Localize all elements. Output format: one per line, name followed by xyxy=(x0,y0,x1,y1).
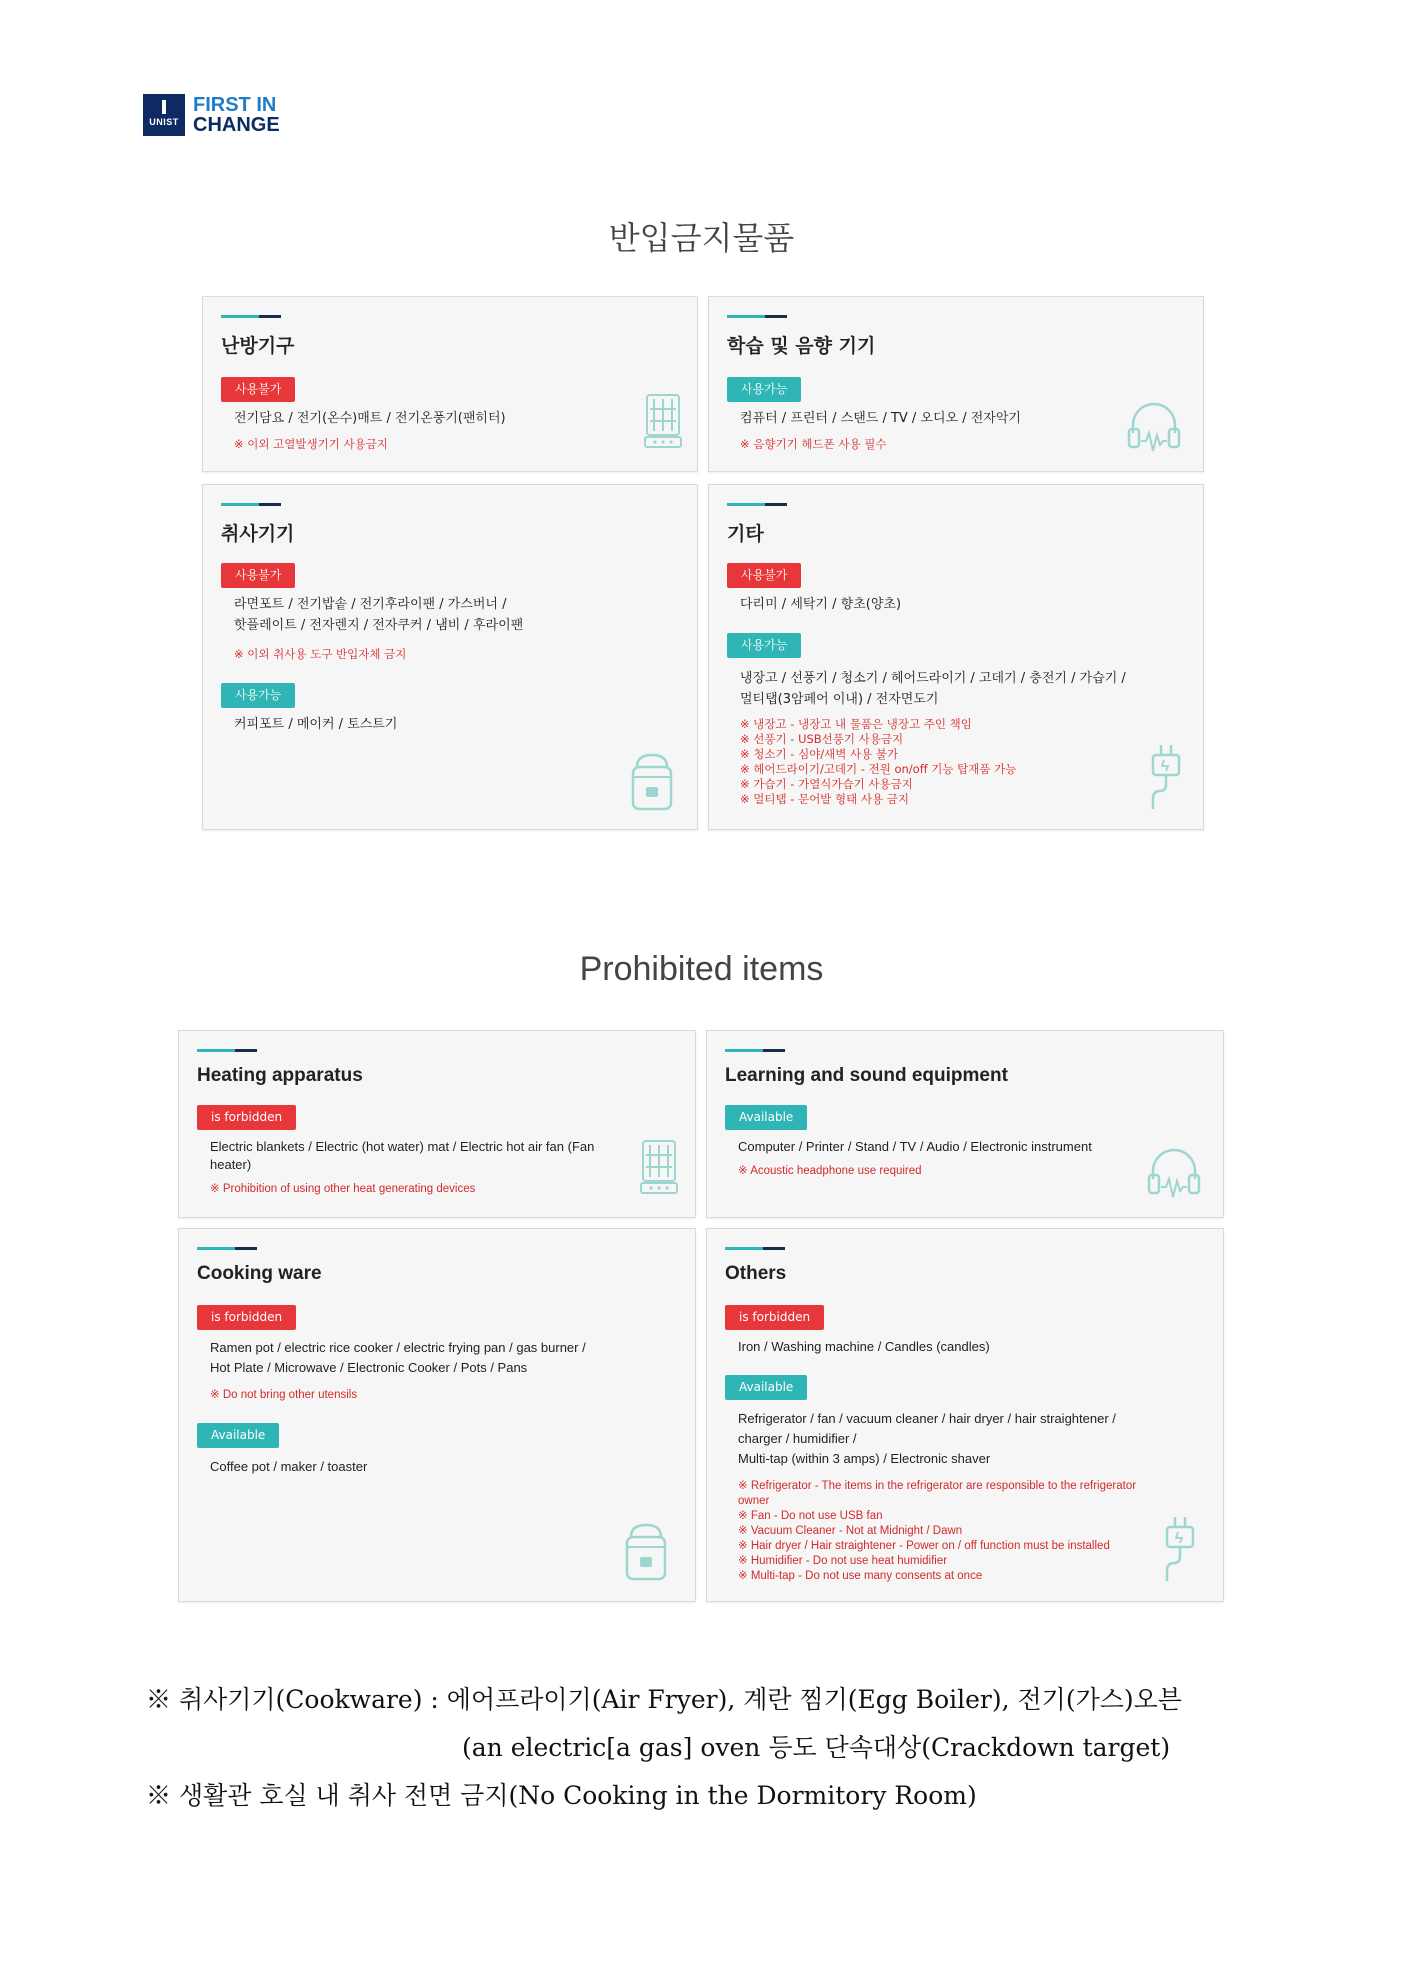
item-list-line: Electric blankets / Electric (hot water) mat / Electric hot air fan (Fan xyxy=(210,1139,595,1154)
item-list: 커피포트 / 메이커 / 토스트기 xyxy=(234,717,398,732)
headphones-icon xyxy=(1127,397,1181,457)
footer-note-cookware-cont: (an electric[a gas] oven 등도 단속대상(Crackdown target) xyxy=(462,1733,1171,1762)
warning-note: ※ Fan - Do not use USB fan xyxy=(738,1510,883,1522)
available-badge: Available xyxy=(725,1105,807,1130)
unist-logo xyxy=(143,93,280,137)
card-title: 난방기구 xyxy=(221,335,295,357)
item-list-line: Ramen pot / electric rice cooker / electric frying pan / gas burner / xyxy=(210,1340,586,1355)
item-list-line: Multi-tap (within 3 amps) / Electronic shaver xyxy=(738,1451,991,1466)
warning-note: ※ Vacuum Cleaner - Not at Midnight / Dawn xyxy=(738,1525,963,1537)
en-heating-card xyxy=(178,1030,696,1218)
warning-note: ※ Multi-tap - Do not use many consents at once xyxy=(738,1570,983,1582)
item-list: 다리미 / 세탁기 / 향초(양초) xyxy=(740,597,902,612)
card-title: 기타 xyxy=(727,523,764,545)
warning-note: ※ 헤어드라이기/고데기 - 전원 on/off 기능 탑재품 가능 xyxy=(740,762,1017,776)
warning-note: ※ Humidifier - Do not use heat humidifier xyxy=(738,1555,948,1567)
rice-cooker-icon xyxy=(629,751,675,813)
footer-note-cookware: ※ 취사기기(Cookware) : 에어프라이기(Air Fryer), 계란 찜기(Egg Boiler), 전기(가스)오븐 xyxy=(146,1685,1182,1714)
warning-note: ※ 이외 취사용 도구 반입자체 금지 xyxy=(234,647,407,661)
item-list-line: charger / humidifier / xyxy=(738,1431,857,1446)
warning-note: ※ 음향기기 헤드폰 사용 필수 xyxy=(740,437,887,451)
heater-icon xyxy=(639,1139,679,1199)
available-badge: Available xyxy=(725,1375,807,1400)
available-badge: 사용가능 xyxy=(727,377,801,402)
warning-note: ※ Prohibition of using other heat generating devices xyxy=(210,1183,476,1195)
power-plug-icon xyxy=(1145,743,1185,813)
english-section-title: Prohibited items xyxy=(579,950,824,988)
kr-heating-card xyxy=(202,296,698,472)
item-list-line: 라면포트 / 전기밥솥 / 전기후라이팬 / 가스버너 / xyxy=(234,597,507,612)
item-list-line: 핫플레이트 / 전자렌지 / 전자쿠커 / 냄비 / 후라이팬 xyxy=(234,618,524,633)
warning-note: ※ 청소기 - 심야/새벽 사용 불가 xyxy=(740,747,899,761)
item-list-line: Hot Plate / Microwave / Electronic Cooker / Pots / Pans xyxy=(210,1360,528,1375)
warning-note: ※ Refrigerator - The items in the refrigerator are responsible to the refrigerator xyxy=(738,1480,1137,1492)
item-list-line: 냉장고 / 선풍기 / 청소기 / 헤어드라이기 / 고데기 / 충전기 / 가습기 / xyxy=(740,671,1126,686)
item-list: Coffee pot / maker / toaster xyxy=(210,1459,368,1474)
kr-cooking-card xyxy=(202,484,698,830)
power-plug-icon xyxy=(1159,1515,1199,1585)
item-list-line: heater) xyxy=(210,1157,252,1172)
item-list: Computer / Printer / Stand / TV / Audio / Electronic instrument xyxy=(738,1139,1092,1154)
heater-icon xyxy=(643,393,683,453)
card-title: Others xyxy=(725,1263,787,1284)
card-title: Learning and sound equipment xyxy=(725,1065,1008,1086)
warning-note: ※ 냉장고 - 냉장고 내 물품은 냉장고 주인 책임 xyxy=(740,717,972,731)
warning-note: ※ 이외 고열발생기기 사용금지 xyxy=(234,437,388,451)
item-list: Iron / Washing machine / Candles (candles) xyxy=(738,1339,990,1354)
logo-slogan-line2: CHANGE xyxy=(193,114,280,136)
warning-note: ※ 선풍기 - USB선풍기 사용금지 xyxy=(740,732,904,746)
card-title: 취사기기 xyxy=(221,523,295,545)
forbidden-badge: 사용불가 xyxy=(221,563,295,588)
kr-learning-card xyxy=(708,296,1204,472)
card-title: 학습 및 음향 기기 xyxy=(727,335,876,357)
item-list: 컴퓨터 / 프린터 / 스탠드 / TV / 오디오 / 전자악기 xyxy=(740,411,1021,426)
unist-logo-mark: UNIST xyxy=(143,94,185,136)
forbidden-badge: 사용불가 xyxy=(727,563,801,588)
warning-note: owner xyxy=(738,1495,770,1507)
item-list-line: 멀티탭(3암페어 이내) / 전자면도기 xyxy=(740,692,939,707)
warning-note: ※ Do not bring other utensils xyxy=(210,1389,358,1401)
warning-note: ※ 멀티탭 - 문어발 형태 사용 금지 xyxy=(740,792,910,806)
available-badge: 사용가능 xyxy=(221,683,295,708)
en-learning-card xyxy=(706,1030,1224,1218)
warning-note: ※ Hair dryer / Hair straightener - Power on / off function must be installed xyxy=(738,1540,1110,1552)
forbidden-badge: is forbidden xyxy=(725,1305,824,1330)
kr-others-card xyxy=(708,484,1204,830)
available-badge: Available xyxy=(197,1423,279,1448)
logo-slogan-line1: FIRST IN xyxy=(193,94,277,116)
warning-note: ※ 가습기 - 가열식가습기 사용금지 xyxy=(740,777,913,791)
footer-note-no-cooking: ※ 생활관 호실 내 취사 전면 금지(No Cooking in the Dormitory Room) xyxy=(146,1781,977,1810)
en-cooking-card xyxy=(178,1228,696,1602)
item-list-line: Refrigerator / fan / vacuum cleaner / hair dryer / hair straightener / xyxy=(738,1411,1116,1426)
rice-cooker-icon xyxy=(623,1521,669,1583)
forbidden-badge: 사용불가 xyxy=(221,377,295,402)
available-badge: 사용가능 xyxy=(727,633,801,658)
forbidden-badge: is forbidden xyxy=(197,1305,296,1330)
forbidden-badge: is forbidden xyxy=(197,1105,296,1130)
en-others-card xyxy=(706,1228,1224,1602)
card-title: Heating apparatus xyxy=(197,1065,363,1086)
headphones-icon xyxy=(1147,1143,1201,1203)
item-list: 전기담요 / 전기(온수)매트 / 전기온풍기(팬히터) xyxy=(234,411,506,426)
korean-section-title: 반입금지물품 xyxy=(608,219,795,257)
warning-note: ※ Acoustic headphone use required xyxy=(738,1165,922,1177)
card-title: Cooking ware xyxy=(197,1263,322,1284)
